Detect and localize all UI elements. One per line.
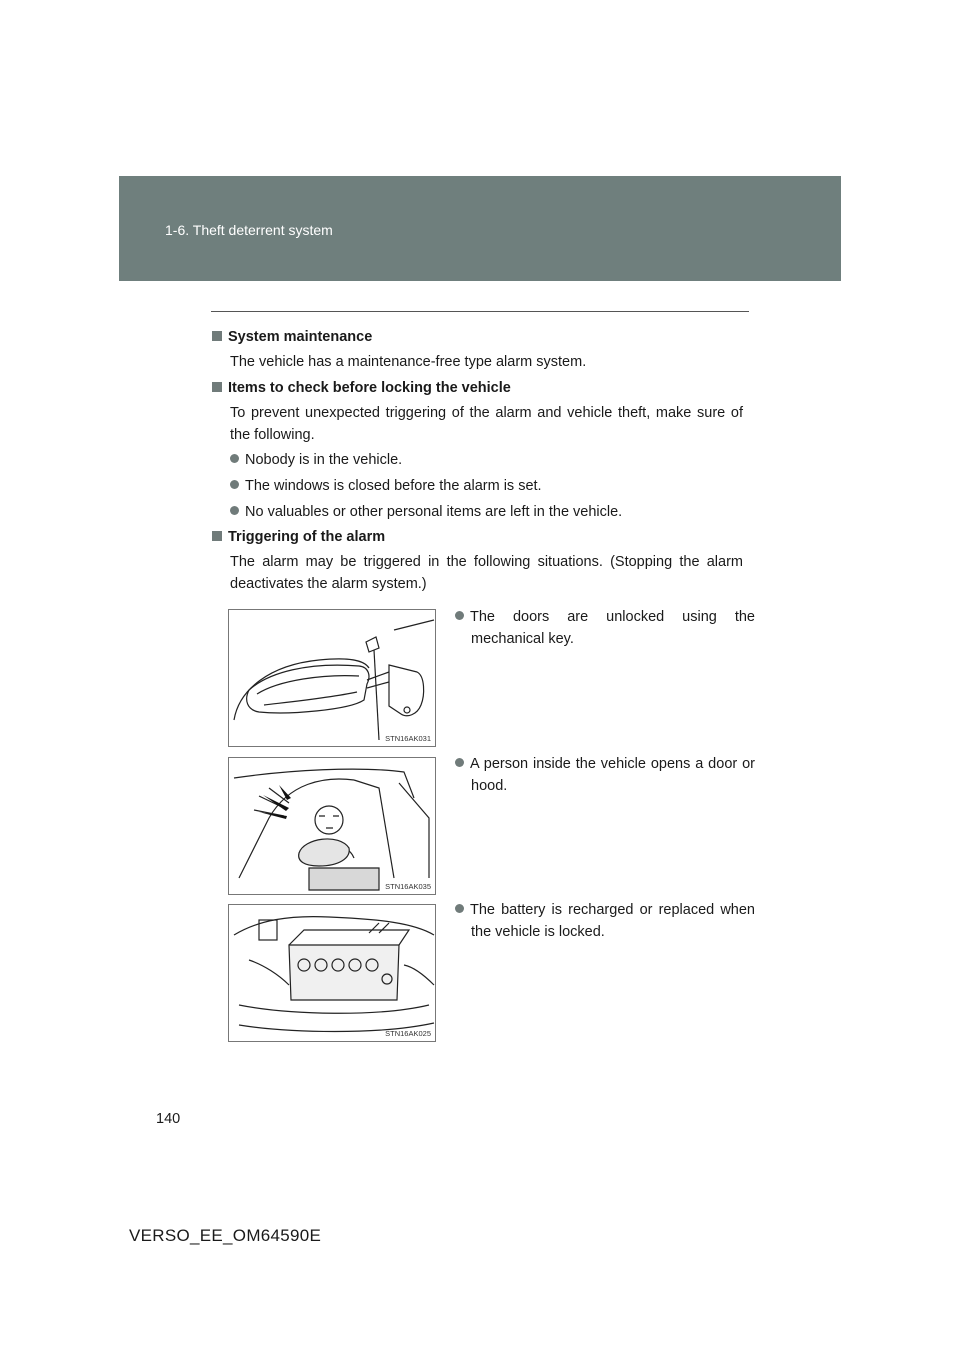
person-in-car-illustration [228, 757, 436, 895]
heading-system-maintenance [212, 329, 372, 345]
heading-text: Items to check before locking the vehicle [228, 380, 511, 396]
divider [211, 311, 749, 312]
round-bullet-icon [230, 480, 239, 489]
heading-items-to-check [212, 380, 511, 396]
square-bullet-icon [212, 382, 222, 392]
round-bullet-icon [230, 506, 239, 515]
battery-illustration [228, 904, 436, 1042]
list-item [230, 501, 622, 523]
door-key-icon [229, 610, 435, 746]
heading-text: Triggering of the alarm [228, 529, 386, 545]
page-number: 140 [156, 1111, 181, 1127]
list-item [230, 449, 402, 471]
paragraph: The alarm may be triggered in the following situations. (Stopping the alarm deactivates the alarm system.) [230, 554, 743, 592]
caption-text: The battery is recharged or replaced when the vehicle is locked. [470, 902, 755, 940]
figure-caption [455, 606, 755, 650]
list-item-text: No valuables or other personal items are left in the vehicle. [245, 504, 623, 520]
figure-code: STN16AK031 [385, 734, 431, 743]
battery-icon [229, 905, 435, 1041]
door-key-illustration [228, 609, 436, 747]
figure-caption [455, 753, 755, 797]
list-item-text: The windows is closed before the alarm is set. [245, 478, 542, 494]
figure-code: STN16AK035 [385, 882, 431, 891]
person-in-car-icon [229, 758, 435, 894]
list-item [230, 475, 542, 497]
figure-code: STN16AK025 [385, 1029, 431, 1038]
figure-caption [455, 899, 755, 943]
document-code: VERSO_EE_OM64590E [129, 1226, 322, 1245]
round-bullet-icon [230, 454, 239, 463]
section-header [119, 176, 841, 281]
paragraph: The vehicle has a maintenance-free type alarm system. [230, 354, 587, 370]
round-bullet-icon [455, 904, 464, 913]
caption-text: The doors are unlocked using the mechanical key. [470, 609, 755, 647]
paragraph: To prevent unexpected triggering of the alarm and vehicle theft, make sure of the following. [230, 405, 743, 443]
section-title: 1-6. Theft deterrent system [165, 222, 333, 238]
square-bullet-icon [212, 331, 222, 341]
round-bullet-icon [455, 611, 464, 620]
list-item-text: Nobody is in the vehicle. [245, 452, 403, 468]
round-bullet-icon [455, 758, 464, 767]
caption-text: A person inside the vehicle opens a door or hood. [470, 756, 755, 794]
heading-text: System maintenance [228, 329, 373, 345]
heading-triggering-alarm [212, 529, 385, 545]
square-bullet-icon [212, 531, 222, 541]
